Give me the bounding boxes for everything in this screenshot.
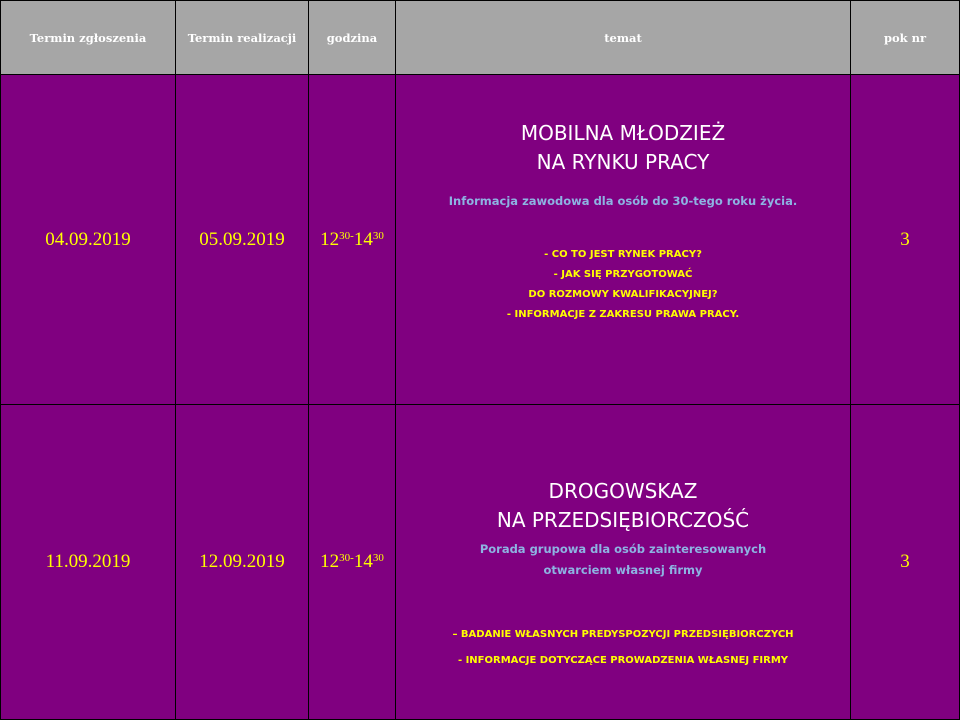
time-end: 14 bbox=[353, 551, 373, 572]
time-end-minutes: 30 bbox=[372, 552, 384, 564]
row2-termin-realizacji: 12.09.2019 bbox=[175, 404, 309, 720]
topic-subtitle-line: Porada grupowa dla osób zainteresowanych bbox=[479, 542, 767, 556]
topic-bullet: - CO TO JEST RYNEK PRACY? bbox=[544, 249, 702, 260]
row2-godzina bbox=[308, 404, 396, 720]
topic-subtitle bbox=[396, 539, 850, 581]
row1-termin-zgloszenia: 04.09.2019 bbox=[0, 74, 176, 405]
row2-pok-nr: 3 bbox=[850, 404, 960, 720]
topic-bullet: - INFORMACJE DOTYCZĄCE PROWADZENIA WŁASNEJ FIRMY bbox=[457, 655, 789, 666]
header-temat: temat bbox=[395, 0, 851, 75]
topic-title-line1: MOBILNA MŁODZIEŻ bbox=[520, 121, 726, 145]
topic-title-line1: DROGOWSKAZ bbox=[548, 479, 698, 503]
header-pok-nr: pok nr bbox=[850, 0, 960, 75]
time-start: 12 bbox=[320, 228, 340, 250]
topic-subtitle: Informacja zawodowa dla osób do 30-tego roku życia. bbox=[448, 194, 798, 208]
header-termin-zgloszenia: Termin zgłoszenia bbox=[0, 0, 176, 75]
topic-bullets bbox=[396, 622, 850, 674]
header-godzina: godzina bbox=[308, 0, 396, 75]
topic-subtitle-line: otwarciem własnej firmy bbox=[543, 563, 703, 577]
topic-title bbox=[396, 477, 850, 535]
topic-title-line2: NA RYNKU PRACY bbox=[536, 150, 710, 174]
topic-bullet: – BADANIE WŁASNYCH PREDYSPOZYCJI PRZEDSIĘBIORCZYCH bbox=[452, 629, 794, 640]
time-end-minutes: 30 bbox=[372, 229, 384, 242]
header-termin-realizacji: Termin realizacji bbox=[175, 0, 309, 75]
row1-godzina bbox=[308, 74, 396, 405]
row1-temat bbox=[395, 74, 851, 405]
time-end: 14 bbox=[353, 228, 373, 250]
topic-title-line2: NA PRZEDSIĘBIORCZOŚĆ bbox=[496, 508, 750, 532]
row1-termin-realizacji: 05.09.2019 bbox=[175, 74, 309, 405]
topic-bullet: - JAK SIĘ PRZYGOTOWAĆ bbox=[553, 269, 693, 280]
time-separator: - bbox=[350, 229, 354, 242]
time-start-minutes: 30 bbox=[339, 552, 351, 564]
row2-termin-zgloszenia: 11.09.2019 bbox=[0, 404, 176, 720]
time-start-minutes: 30 bbox=[339, 229, 351, 242]
time-start: 12 bbox=[320, 551, 340, 572]
time-separator: - bbox=[350, 552, 354, 564]
topic-bullet: DO ROZMOWY KWALIFIKACYJNEJ? bbox=[528, 289, 718, 300]
topic-title bbox=[396, 119, 850, 177]
topic-bullets bbox=[396, 245, 850, 325]
row2-temat bbox=[395, 404, 851, 720]
topic-bullet: - INFORMACJE Z ZAKRESU PRAWA PRACY. bbox=[506, 309, 740, 320]
row1-pok-nr: 3 bbox=[850, 74, 960, 405]
